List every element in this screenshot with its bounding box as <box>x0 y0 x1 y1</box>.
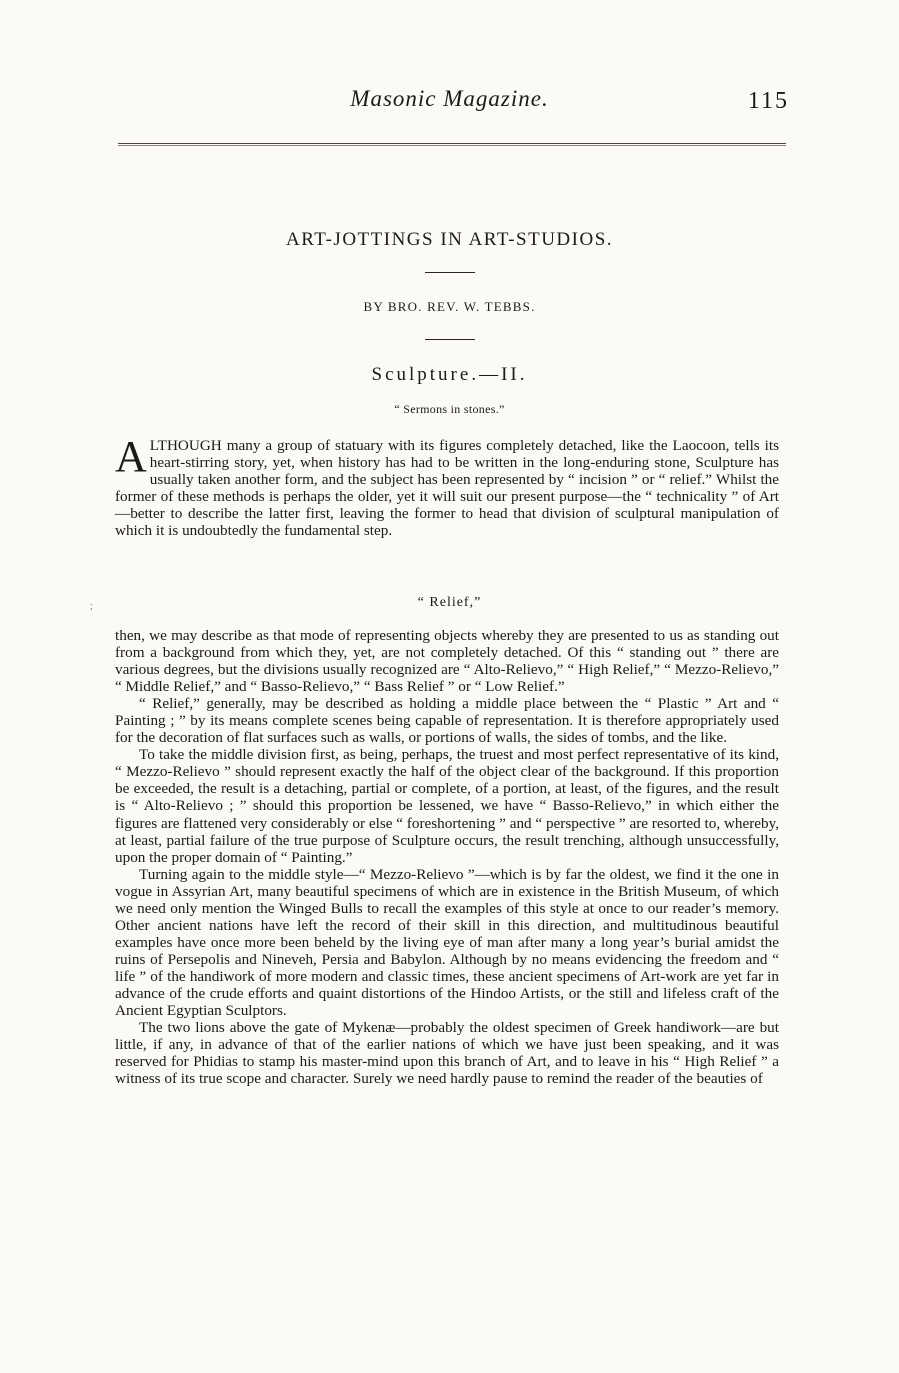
running-title: Masonic Magazine. <box>350 86 549 111</box>
drop-cap: A <box>115 432 147 481</box>
paragraph: The two lions above the gate of Mykenæ—probably the oldest specimen of Greek handiwork—are but little, if any, in advance of that of the earlier nations of which we have just been speaking, and it was reserved for Phidias to stamp his master-mind upon this branch of Art, and to leave in his “ High Relief ” a witness of its true scope and character. Surely we need hardly pause to remind the reader of the beauties of <box>115 1019 779 1088</box>
title-divider <box>425 272 475 273</box>
paragraph: then, we may describe as that mode of representing objects whereby they are presented to us as standing out from a background from which they, yet, are not completely detached. Of this “ standing out ” there are various degrees, but the divisions usually recognized are “ Alto-Relievo,” “ High Relief,” “ Mezzo-Relievo,” “ Middle Relief,” and “ Basso-Relievo,” “ Bass Relief ” or “ Low Relief.” <box>115 627 779 696</box>
sub-heading: “ Relief,” <box>417 595 482 610</box>
byline-divider <box>425 339 475 340</box>
section-heading: Sculpture.—II. <box>371 364 528 385</box>
paragraph: To take the middle division first, as being, perhaps, the truest and most perfect representative of its kind, “ Mezzo-Relievo ” should represent exactly the half of the object clear of the background. If this proportion be exceeded, the result is a detaching, partial or complete, of a portion, at least, of the figures, and the result is “ Alto-Relievo ; ” should this proportion be lessened, we have “ Basso-Relievo,” in which either the figures are flattened very considerably or else “ foreshortening ” and “ perspective ” are resorted to, whereby, at least, partial failure of the true purpose of Sculpture occurs, the result trenching, although unsuccessfully, upon the proper domain of “ Painting.” <box>115 746 780 866</box>
intro-text: LTHOUGH many a group of statuary with its figures completely detached, like the Laocoon, tells its heart-stirring story, yet, when history has had to be written in the long-enduring stone, Sculpture has usually taken another form, and the subject has been represented by “ incision ” or “ relief.” Whilst the former of these methods is perhaps the older, yet it will suit our present purpose—the “ technicality ” of Art—better to describe the latter first, leaving the former to head that division of sculptural manipulation of which it is undoubtedly the fundamental step. <box>115 437 779 540</box>
byline: BY BRO. REV. W. TEBBS. <box>363 299 536 314</box>
intro-paragraph <box>115 432 779 540</box>
article-title: ART-JOTTINGS IN ART-STUDIOS. <box>285 229 614 250</box>
epigraph: “ Sermons in stones.” <box>394 402 505 416</box>
margin-mark: ; <box>90 601 93 612</box>
article-body <box>115 627 779 1087</box>
paragraph: Turning again to the middle style—“ Mezzo-Relievo ”—which is by far the oldest, we find it the one in vogue in Assyrian Art, many beautiful specimens of which are in existence in the British Museum, of which we need only mention the Winged Bulls to recall the examples of this style at once to our reader’s memory. Other ancient nations have left the record of their skill in this direction, and multitudinous beautiful examples have once more been beheld by the living eye of man after many a long year’s burial amidst the ruins of Persepolis and Nineveh, Persia and Babylon. Although by no means evidencing the freedom and “ life ” of the handiwork of more modern and classic times, these ancient specimens of Art-work are yet far in advance of the crude efforts and quaint distortions of the Hindoo Artists, or the still and lifeless craft of the Ancient Egyptian Sculptors. <box>115 865 779 1020</box>
header-rule <box>118 143 786 146</box>
page-number: 115 <box>747 88 789 114</box>
paragraph: “ Relief,” generally, may be described as holding a middle place between the “ Plastic ” Art and “ Painting ; ” by its means complete scenes being capable of representation. It is therefore appropriately used for the decoration of flat surfaces such as walls, or portions of walls, the sides of tombs, and the like. <box>115 695 779 747</box>
